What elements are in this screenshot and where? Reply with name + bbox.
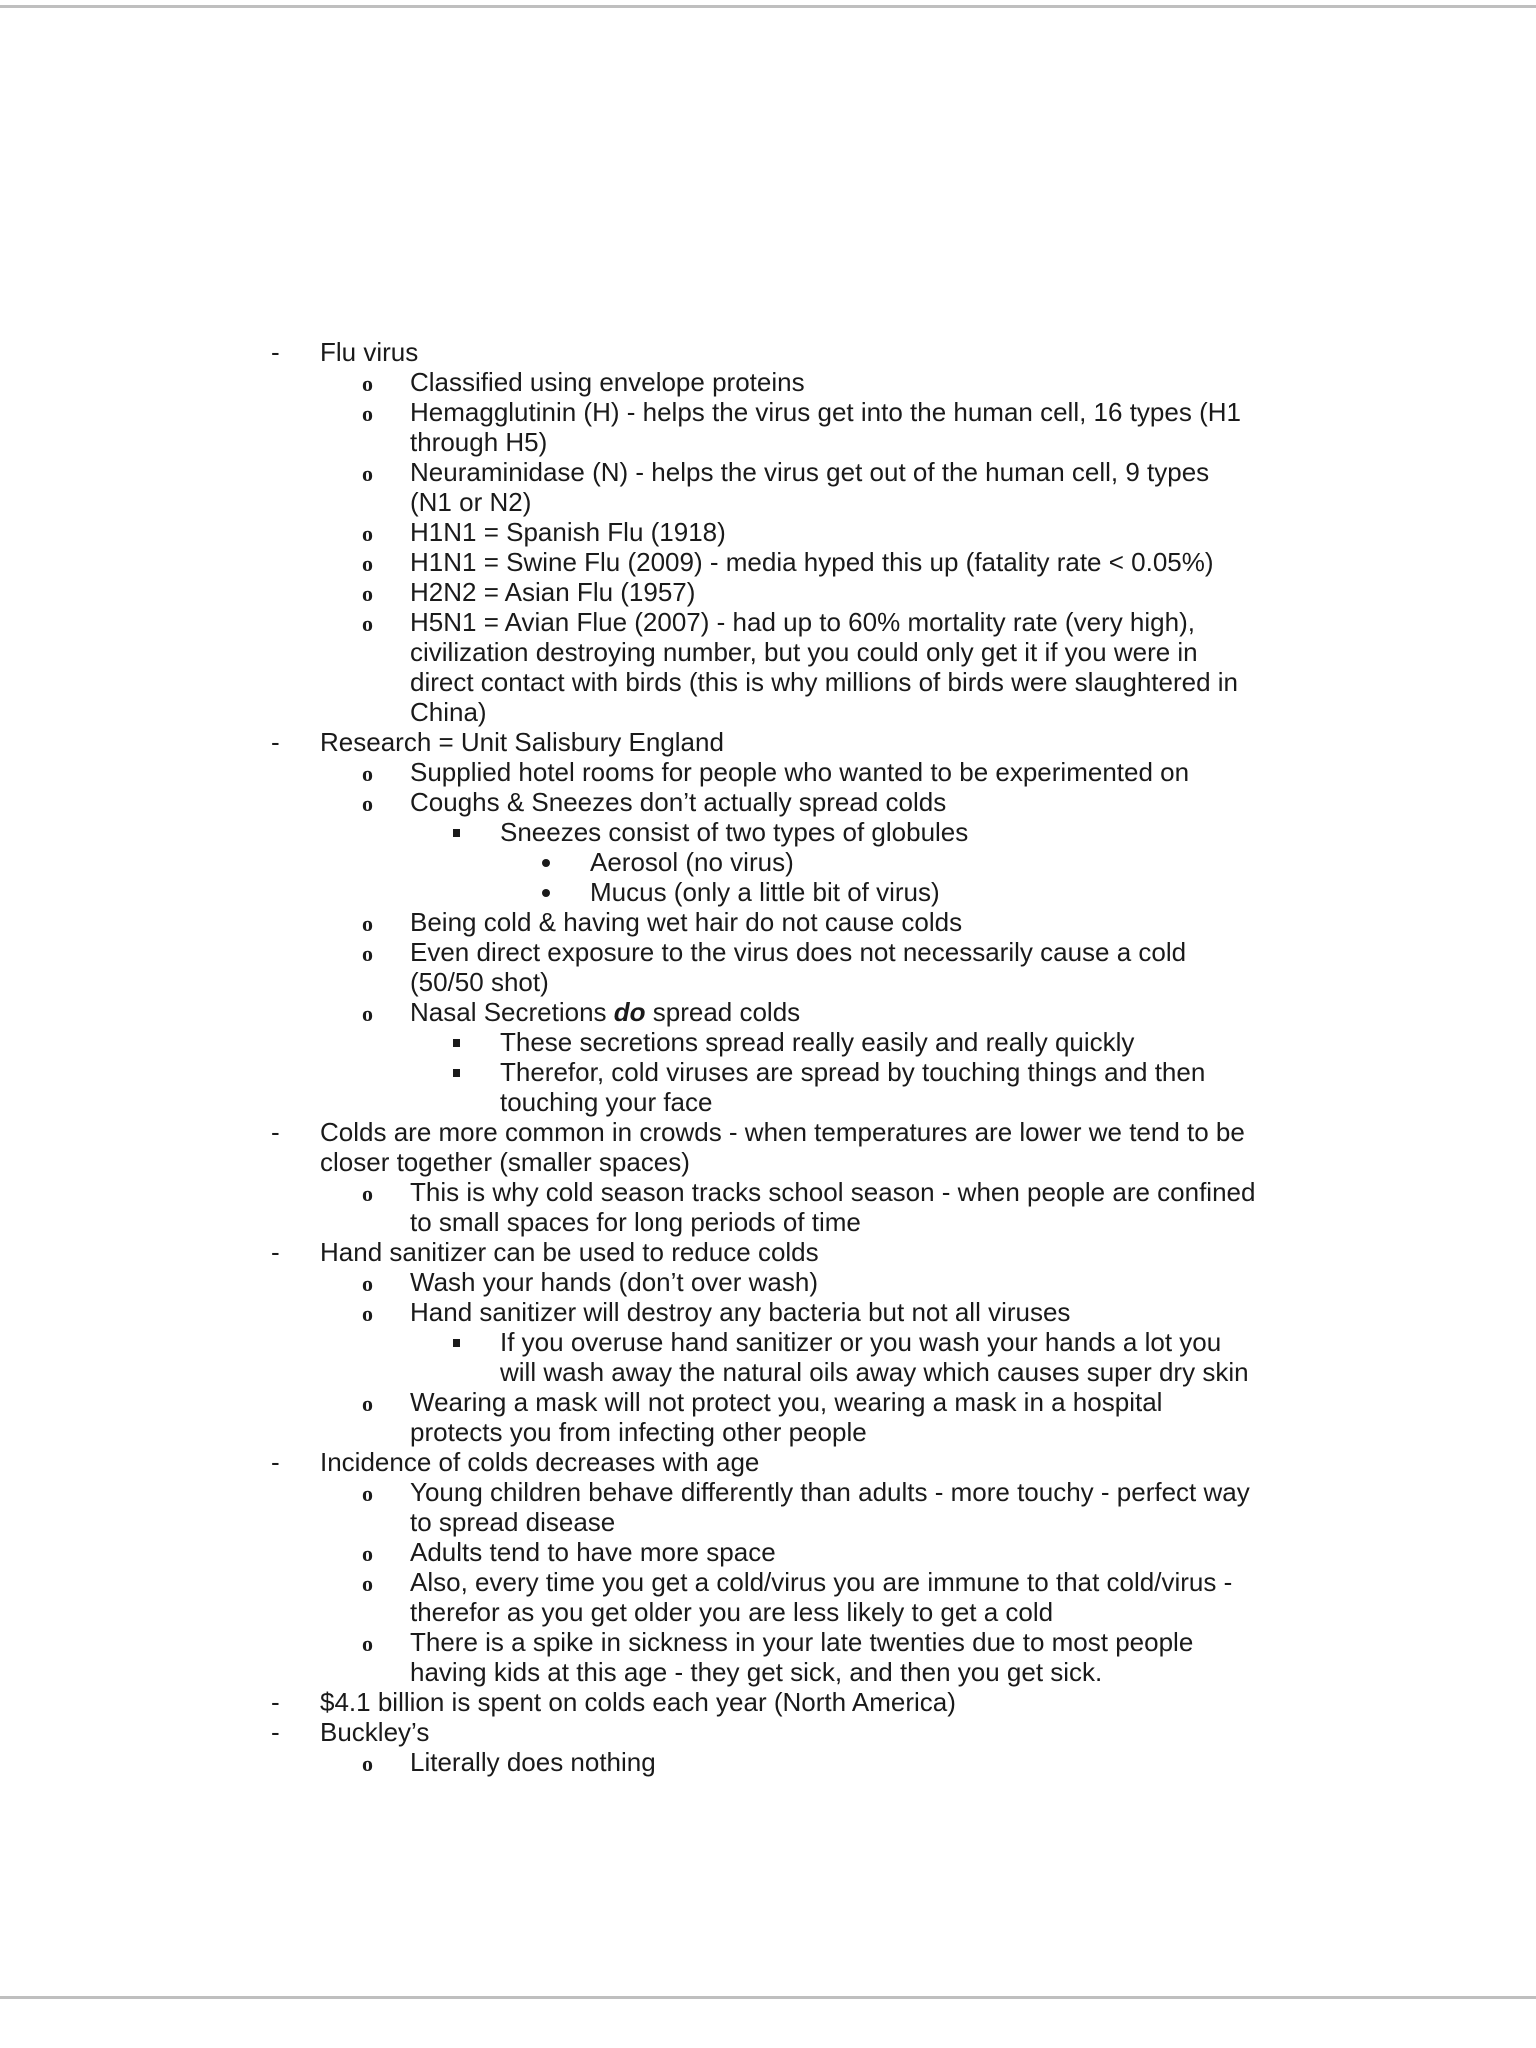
note-text: Research = Unit Salisbury England — [320, 727, 724, 757]
dash-bullet-icon: - — [271, 1237, 280, 1267]
note-sneeze-globules — [0, 817, 1536, 847]
note-text: (50/50 shot) — [410, 967, 549, 997]
note-cost — [0, 1687, 1536, 1717]
note-text: Wash your hands (don’t over wash) — [410, 1267, 819, 1297]
note-touching-face — [0, 1057, 1536, 1117]
note-secretions-spread — [0, 1027, 1536, 1057]
note-text: Buckley’s — [320, 1717, 430, 1747]
note-h5n1-avian — [0, 607, 1536, 727]
note-crowds — [0, 1117, 1536, 1177]
dash-bullet-icon: - — [271, 1717, 280, 1747]
o-bullet-icon: o — [362, 1001, 373, 1026]
note-text: touching your face — [500, 1087, 713, 1117]
note-text: civilization destroying number, but you could only get it if you were in — [410, 637, 1198, 667]
note-aerosol — [0, 847, 1536, 877]
dash-bullet-icon: - — [271, 1687, 280, 1717]
o-bullet-icon: o — [362, 791, 373, 816]
note-text: There is a spike in sickness in your late twenties due to most people — [410, 1627, 1194, 1657]
note-buckleys — [0, 1717, 1536, 1747]
note-text: H1N1 = Spanish Flu (1918) — [410, 517, 726, 547]
note-does-nothing — [0, 1747, 1536, 1777]
note-coughs-sneezes — [0, 787, 1536, 817]
note-wash-hands — [0, 1267, 1536, 1297]
note-text: Therefor, cold viruses are spread by touching things and then — [500, 1057, 1206, 1087]
o-bullet-icon: o — [362, 521, 373, 546]
o-bullet-icon: o — [362, 1271, 373, 1296]
note-text-part: Nasal Secretions — [410, 997, 614, 1027]
note-overuse — [0, 1327, 1536, 1387]
note-text: China) — [410, 697, 487, 727]
square-bullet-icon — [453, 829, 460, 837]
note-adults-space — [0, 1537, 1536, 1567]
note-text: Hemagglutinin (H) - helps the virus get into the human cell, 16 types (H1 — [410, 397, 1241, 427]
note-incidence-age — [0, 1447, 1536, 1477]
o-bullet-icon: o — [362, 1391, 373, 1416]
note-text: Neuraminidase (N) - helps the virus get out of the human cell, 9 types — [410, 457, 1210, 487]
note-text: Sneezes consist of two types of globules — [500, 817, 969, 847]
note-text: Colds are more common in crowds - when temperatures are lower we tend to be — [320, 1117, 1245, 1147]
note-text: having kids at this age - they get sick, and then you get sick. — [410, 1657, 1103, 1687]
page-border-top — [0, 5, 1536, 8]
dash-bullet-icon: - — [271, 337, 280, 367]
page-border-bottom — [0, 1996, 1536, 1999]
note-nasal-secretions — [0, 997, 1536, 1027]
o-bullet-icon: o — [362, 551, 373, 576]
note-text: protects you from infecting other people — [410, 1417, 867, 1447]
note-text: to small spaces for long periods of time — [410, 1207, 861, 1237]
note-young-children — [0, 1477, 1536, 1537]
o-bullet-icon: o — [362, 911, 373, 936]
note-text: H1N1 = Swine Flu (2009) - media hyped this up (fatality rate < 0.05%) — [410, 547, 1214, 577]
note-text: Literally does nothing — [410, 1747, 656, 1777]
note-text: Hand sanitizer will destroy any bacteria but not all viruses — [410, 1297, 1071, 1327]
note-sanitizer-bacteria — [0, 1297, 1536, 1327]
o-bullet-icon: o — [362, 1631, 373, 1656]
note-twenties-spike — [0, 1627, 1536, 1687]
note-text: therefor as you get older you are less likely to get a cold — [410, 1597, 1054, 1627]
note-mucus — [0, 877, 1536, 907]
note-text: If you overuse hand sanitizer or you wash your hands a lot you — [500, 1327, 1222, 1357]
o-bullet-icon: o — [362, 1541, 373, 1566]
note-text: Hand sanitizer can be used to reduce colds — [320, 1237, 819, 1267]
note-neuraminidase — [0, 457, 1536, 517]
note-text: closer together (smaller spaces) — [320, 1147, 690, 1177]
note-text: Flu virus — [320, 337, 419, 367]
o-bullet-icon: o — [362, 1751, 373, 1776]
note-text: will wash away the natural oils away which causes super dry skin — [500, 1357, 1249, 1387]
o-bullet-icon: o — [362, 941, 373, 966]
emphasis-do: do — [613, 997, 646, 1027]
dash-bullet-icon: - — [271, 1117, 280, 1147]
note-text: This is why cold season tracks school season - when people are confined — [410, 1177, 1256, 1207]
note-h1n1-spanish — [0, 517, 1536, 547]
note-text: Classified using envelope proteins — [410, 367, 805, 397]
note-text: These secretions spread really easily and really quickly — [500, 1027, 1135, 1057]
o-bullet-icon: o — [362, 371, 373, 396]
note-hemagglutinin — [0, 397, 1536, 457]
note-text: Mucus (only a little bit of virus) — [590, 877, 940, 907]
note-immune — [0, 1567, 1536, 1627]
o-bullet-icon: o — [362, 401, 373, 426]
square-bullet-icon — [453, 1069, 460, 1077]
note-h2n2-asian — [0, 577, 1536, 607]
o-bullet-icon: o — [362, 1181, 373, 1206]
o-bullet-icon: o — [362, 581, 373, 606]
o-bullet-icon: o — [362, 1481, 373, 1506]
square-bullet-icon — [453, 1339, 460, 1347]
note-being-cold — [0, 907, 1536, 937]
round-bullet-icon — [542, 859, 550, 867]
note-hand-sanitizer — [0, 1237, 1536, 1267]
dash-bullet-icon: - — [271, 727, 280, 757]
note-text: direct contact with birds (this is why millions of birds were slaughtered in — [410, 667, 1239, 697]
note-text: H5N1 = Avian Flue (2007) - had up to 60% mortality rate (very high), — [410, 607, 1195, 637]
note-text-part: spread colds — [645, 997, 801, 1027]
note-text: H2N2 = Asian Flu (1957) — [410, 577, 696, 607]
o-bullet-icon: o — [362, 461, 373, 486]
note-mask — [0, 1387, 1536, 1447]
note-text: through H5) — [410, 427, 548, 457]
note-text: Also, every time you get a cold/virus you are immune to that cold/virus - — [410, 1567, 1233, 1597]
note-direct-exposure — [0, 937, 1536, 997]
note-text: Coughs & Sneezes don’t actually spread colds — [410, 787, 947, 817]
note-classified — [0, 367, 1536, 397]
round-bullet-icon — [542, 889, 550, 897]
note-text — [410, 997, 1536, 1027]
o-bullet-icon: o — [362, 761, 373, 786]
note-hotel-rooms — [0, 757, 1536, 787]
square-bullet-icon — [453, 1039, 460, 1047]
note-flu-virus — [0, 337, 1536, 367]
note-text: to spread disease — [410, 1507, 616, 1537]
note-text: Supplied hotel rooms for people who wanted to be experimented on — [410, 757, 1190, 787]
lecture-notes — [0, 337, 1536, 1777]
note-text: Incidence of colds decreases with age — [320, 1447, 760, 1477]
note-text: Young children behave differently than adults - more touchy - perfect way — [410, 1477, 1250, 1507]
dash-bullet-icon: - — [271, 1447, 280, 1477]
note-text: Adults tend to have more space — [410, 1537, 776, 1567]
o-bullet-icon: o — [362, 1301, 373, 1326]
note-text: (N1 or N2) — [410, 487, 532, 517]
o-bullet-icon: o — [362, 611, 373, 636]
note-school-season — [0, 1177, 1536, 1237]
note-text: Being cold & having wet hair do not cause colds — [410, 907, 963, 937]
note-research — [0, 727, 1536, 757]
note-text: Aerosol (no virus) — [590, 847, 794, 877]
o-bullet-icon: o — [362, 1571, 373, 1596]
note-text: $4.1 billion is spent on colds each year (North America) — [320, 1687, 956, 1717]
note-text: Wearing a mask will not protect you, wearing a mask in a hospital — [410, 1387, 1163, 1417]
note-text: Even direct exposure to the virus does not necessarily cause a cold — [410, 937, 1187, 967]
note-h1n1-swine — [0, 547, 1536, 577]
